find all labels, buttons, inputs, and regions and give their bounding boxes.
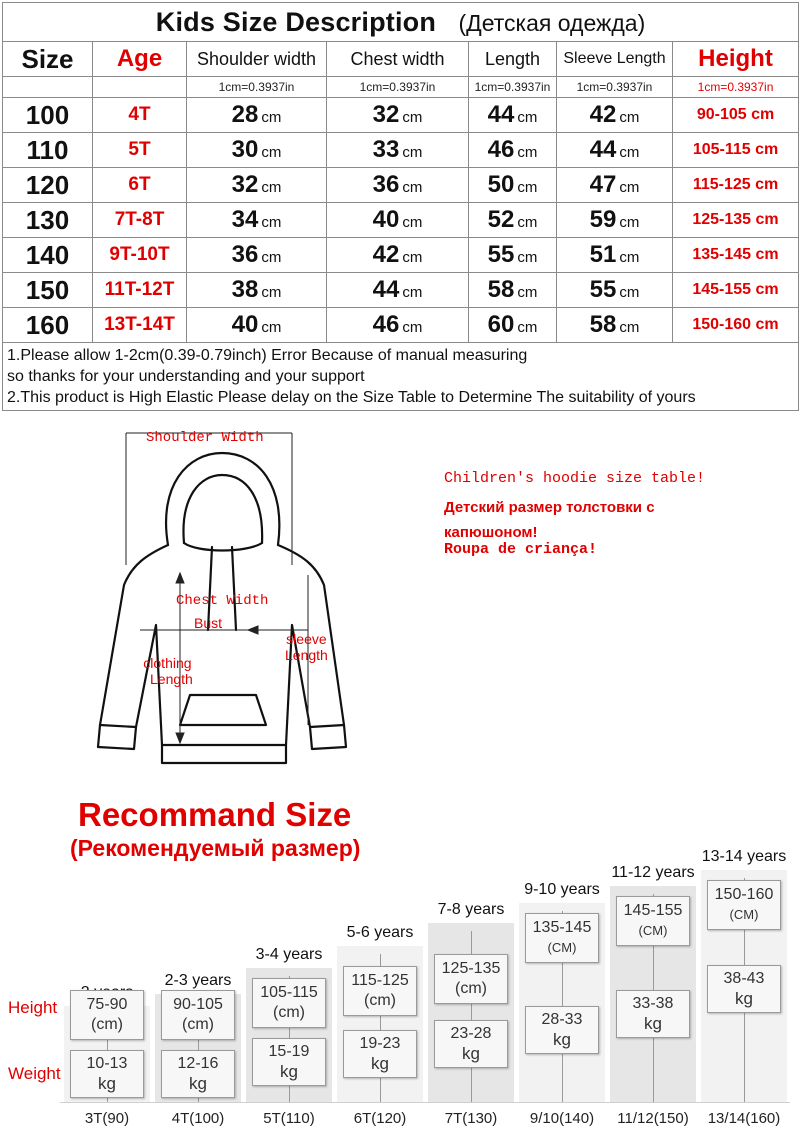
height-value: 75-90 [86,996,128,1013]
cell-height-value: 90-105 cm [696,106,775,123]
cell-age [93,133,187,168]
cell-age-value: 9T-10T [109,244,170,265]
cell-sleeve [557,308,673,343]
cell-shoulder-value: 40 [231,311,259,338]
cell-length [469,238,557,273]
height-unit: (CM) [638,923,668,938]
weight-box [707,965,781,1013]
weight-box [161,1050,235,1098]
unit-cell-empty [3,77,93,98]
weight-value: 38-43 [723,970,765,987]
cell-sleeve-value: 42 [589,101,617,128]
weight-value: 23-28 [450,1025,492,1042]
cell-size [3,98,93,133]
table-title [3,3,799,42]
hoodie-diagram [80,425,370,770]
header-height: Height [673,42,799,77]
cell-length-value: 52 [487,206,515,233]
cell-length [469,203,557,238]
cell-unit: cm [402,249,423,266]
cell-size-value: 160 [25,309,70,340]
recommend-title: Recommand Size [78,796,352,833]
cell-size-value: 120 [25,169,70,200]
label-chest-width: Chest Width [176,593,269,609]
cell-unit: cm [402,179,423,196]
cell-height [673,203,799,238]
size-label: 7T(130) [444,1110,498,1127]
header-size: Size [3,42,93,77]
table-row [3,273,799,308]
cell-unit: cm [517,179,538,196]
height-box [525,913,599,963]
label-length: Length [285,647,328,663]
row-label-weight: Weight [8,1064,61,1083]
cell-sleeve-value: 55 [589,276,617,303]
cell-unit: cm [261,179,282,196]
age-years-label: 2-3 years [164,972,232,989]
height-value: 90-105 [173,996,223,1013]
cell-age [93,98,187,133]
cell-unit: cm [619,109,640,126]
unit-cell: 1cm=0.3937in [557,77,673,98]
size-label: 13/14(160) [707,1110,781,1127]
cell-sleeve-value: 47 [589,171,617,198]
weight-box [252,1038,326,1086]
chart-baseline [60,1102,790,1103]
cell-size [3,238,93,273]
cell-age [93,273,187,308]
size-table [2,2,799,411]
cell-chest [327,203,469,238]
unit-cell: 1cm=0.3937in [673,77,799,98]
cell-sleeve-value: 44 [589,136,617,163]
weight-box [343,1030,417,1078]
cell-sleeve [557,168,673,203]
height-box [434,954,508,1004]
unit-row [3,77,799,98]
cell-size-value: 100 [25,99,70,130]
table-row [3,238,799,273]
cell-age [93,308,187,343]
cell-chest [327,98,469,133]
cell-shoulder [187,168,327,203]
cell-shoulder [187,273,327,308]
height-unit: (cm) [91,1016,123,1033]
cell-length [469,168,557,203]
size-label: 3T(90) [84,1110,130,1127]
cell-unit: cm [619,249,640,266]
weight-value: 33-38 [632,995,674,1012]
cell-chest [327,308,469,343]
cell-size [3,203,93,238]
table-row [3,133,799,168]
cell-unit: cm [261,109,282,126]
cell-height [673,98,799,133]
cell-chest [327,133,469,168]
height-unit: (cm) [182,1016,214,1033]
cell-shoulder-value: 36 [231,241,259,268]
age-years-label: 13-14 years [701,848,787,865]
cell-age-value: 5T [128,139,151,160]
height-box [252,978,326,1028]
cell-length-value: 58 [487,276,515,303]
age-years-label: 3-4 years [255,946,323,963]
table-title-main: Kids Size Description [155,6,437,37]
label-length: Length [150,671,193,687]
size-label: 6T(120) [353,1110,407,1127]
cell-shoulder-value: 32 [231,171,259,198]
cell-chest [327,238,469,273]
cell-unit: cm [517,249,538,266]
size-label: 9/10(140) [529,1110,595,1127]
cell-length [469,133,557,168]
weight-box [70,1050,144,1098]
note-line: so thanks for your understanding and your support [7,368,365,385]
cell-size [3,273,93,308]
cell-sleeve-value: 59 [589,206,617,233]
cell-shoulder [187,133,327,168]
cell-sleeve [557,203,673,238]
age-years-label: 5-6 years [346,924,414,941]
header-chest: Chest width [327,42,469,77]
weight-box [616,990,690,1038]
table-row [3,308,799,343]
cell-height-value: 135-145 cm [692,246,779,263]
cell-unit: cm [619,319,640,336]
cell-size [3,308,93,343]
cell-shoulder [187,308,327,343]
cell-length-value: 46 [487,136,515,163]
table-row [3,98,799,133]
cell-chest [327,273,469,308]
cell-height [673,273,799,308]
cell-height-value: 125-135 cm [692,211,779,228]
cell-size-value: 150 [25,274,70,305]
cell-age [93,203,187,238]
weight-value: 15-19 [268,1043,310,1060]
cell-unit: cm [402,214,423,231]
caption-russian [444,495,655,545]
cell-unit: cm [402,284,423,301]
cell-age-value: 4T [128,104,151,125]
unit-cell: 1cm=0.3937in [327,77,469,98]
height-unit: (CM) [729,907,759,922]
cell-chest-value: 44 [372,276,400,303]
cell-age [93,238,187,273]
cell-unit: cm [619,284,640,301]
weight-value: 10-13 [86,1055,128,1072]
cell-unit: cm [517,144,538,161]
cell-length-value: 55 [487,241,515,268]
cell-length-value: 50 [487,171,515,198]
recommend-subtitle: (Рекомендуемый размер) [70,835,361,861]
cell-chest-value: 33 [372,136,400,163]
cell-unit: cm [261,249,282,266]
height-value: 125-135 [441,960,501,977]
cell-height [673,308,799,343]
header-shoulder: Shoulder width [187,42,327,77]
cell-length [469,308,557,343]
cell-height [673,168,799,203]
cell-unit: cm [402,109,423,126]
height-box [343,966,417,1016]
header-sleeve: Sleeve Length [557,42,673,77]
cell-shoulder-value: 34 [231,206,259,233]
age-years-label: 9-10 years [524,881,600,898]
cell-shoulder [187,203,327,238]
label-clothing: clothing [143,655,192,671]
weight-unit: kg [462,1044,480,1063]
cell-length-value: 60 [487,311,515,338]
cell-age-value: 7T-8T [114,209,165,230]
cell-chest-value: 46 [372,311,400,338]
cell-unit: cm [517,284,538,301]
height-value: 105-115 [260,984,318,1001]
height-box [161,990,235,1040]
cell-size-value: 140 [25,239,70,270]
cell-height-value: 145-155 cm [692,281,779,298]
row-label-height: Height [8,998,58,1017]
weight-value: 28-33 [541,1011,583,1028]
label-bust: Bust [194,615,223,631]
cell-size [3,133,93,168]
cell-sleeve [557,133,673,168]
cell-age-value: 13T-14T [104,314,175,335]
cell-unit: cm [261,284,282,301]
height-value: 150-160 [714,886,774,903]
cell-shoulder-value: 38 [231,276,259,303]
weight-unit: kg [98,1074,116,1093]
cell-chest-value: 36 [372,171,400,198]
cell-unit: cm [402,319,423,336]
weight-unit: kg [189,1074,207,1093]
unit-cell: 1cm=0.3937in [187,77,327,98]
weight-unit: kg [735,989,753,1008]
cell-height [673,133,799,168]
height-box [707,880,781,930]
cell-unit: cm [517,109,538,126]
weight-value: 19-23 [359,1035,401,1052]
size-label: 11/12(150) [617,1110,689,1127]
cell-length [469,98,557,133]
cell-age-value: 6T [128,174,151,195]
cell-unit: cm [619,179,640,196]
table-row [3,203,799,238]
unit-cell: 1cm=0.3937in [469,77,557,98]
cell-shoulder-value: 30 [231,136,259,163]
weight-unit: kg [371,1054,389,1073]
cell-size [3,168,93,203]
header-length: Length [469,42,557,77]
age-years-label: 11-12 years [611,864,695,881]
cell-unit: cm [261,214,282,231]
cell-shoulder [187,98,327,133]
caption-portuguese: Roupa de criança! [444,541,598,558]
cell-size-value: 110 [26,134,69,165]
table-row [3,168,799,203]
label-sleeve-length [285,631,328,663]
cell-unit: cm [517,214,538,231]
caption-russian-line: капюшоном! [444,524,538,541]
cell-chest-value: 32 [372,101,400,128]
cell-shoulder-value: 28 [231,101,259,128]
cell-sleeve [557,238,673,273]
table-header-row [3,42,799,77]
height-box [616,896,690,946]
cell-size-value: 130 [25,204,70,235]
cell-height-value: 150-160 cm [692,316,779,333]
cell-unit: cm [261,319,282,336]
cell-unit: cm [261,144,282,161]
weight-box [525,1006,599,1054]
cell-unit: cm [517,319,538,336]
cell-length [469,273,557,308]
cell-sleeve [557,273,673,308]
cell-height-value: 105-115 cm [692,141,779,158]
label-shoulder-width: Shoulder Width [146,430,264,446]
cell-shoulder [187,238,327,273]
cell-height-value: 115-125 cm [692,176,779,193]
caption-russian-line: Детский размер толстовки с [444,499,655,516]
size-label: 5T(110) [263,1110,315,1127]
cell-age [93,168,187,203]
cell-length-value: 44 [487,101,515,128]
cell-unit: cm [619,144,640,161]
cell-chest-value: 40 [372,206,400,233]
cell-age-value: 11T-12T [104,279,175,300]
label-sleeve: sleeve [286,631,327,647]
header-age: Age [93,42,187,77]
age-years-label: 7-8 years [437,901,505,918]
caption-english: Children's hoodie size table! [444,470,706,487]
weight-unit: kg [280,1062,298,1081]
height-unit: (cm) [455,980,487,997]
cell-height [673,238,799,273]
note-line: 1.Please allow 1-2cm(0.39-0.79inch) Error Because of manual measuring [7,347,528,364]
cell-unit: cm [619,214,640,231]
weight-box [434,1020,508,1068]
table-title-sub: (Детская одежда) [458,9,646,36]
height-unit: (CM) [547,940,577,955]
height-box [70,990,144,1040]
height-value: 115-125 [351,972,409,989]
weight-unit: kg [553,1030,571,1049]
cell-chest-value: 42 [372,241,400,268]
note-line: 2.This product is High Elastic Please delay on the Size Table to Determine The suitability of yours [7,389,696,406]
unit-cell-empty [93,77,187,98]
height-value: 135-145 [532,919,592,936]
cell-sleeve-value: 51 [589,241,617,268]
label-clothing-length [142,655,193,687]
notes [3,343,799,411]
cell-sleeve-value: 58 [589,311,617,338]
height-unit: (cm) [364,992,396,1009]
size-label: 4T(100) [171,1110,225,1127]
height-value: 145-155 [623,902,683,919]
cell-sleeve [557,98,673,133]
cell-unit: cm [402,144,423,161]
height-unit: (cm) [273,1004,305,1021]
weight-unit: kg [644,1014,662,1033]
weight-value: 12-16 [177,1055,219,1072]
cell-chest [327,168,469,203]
